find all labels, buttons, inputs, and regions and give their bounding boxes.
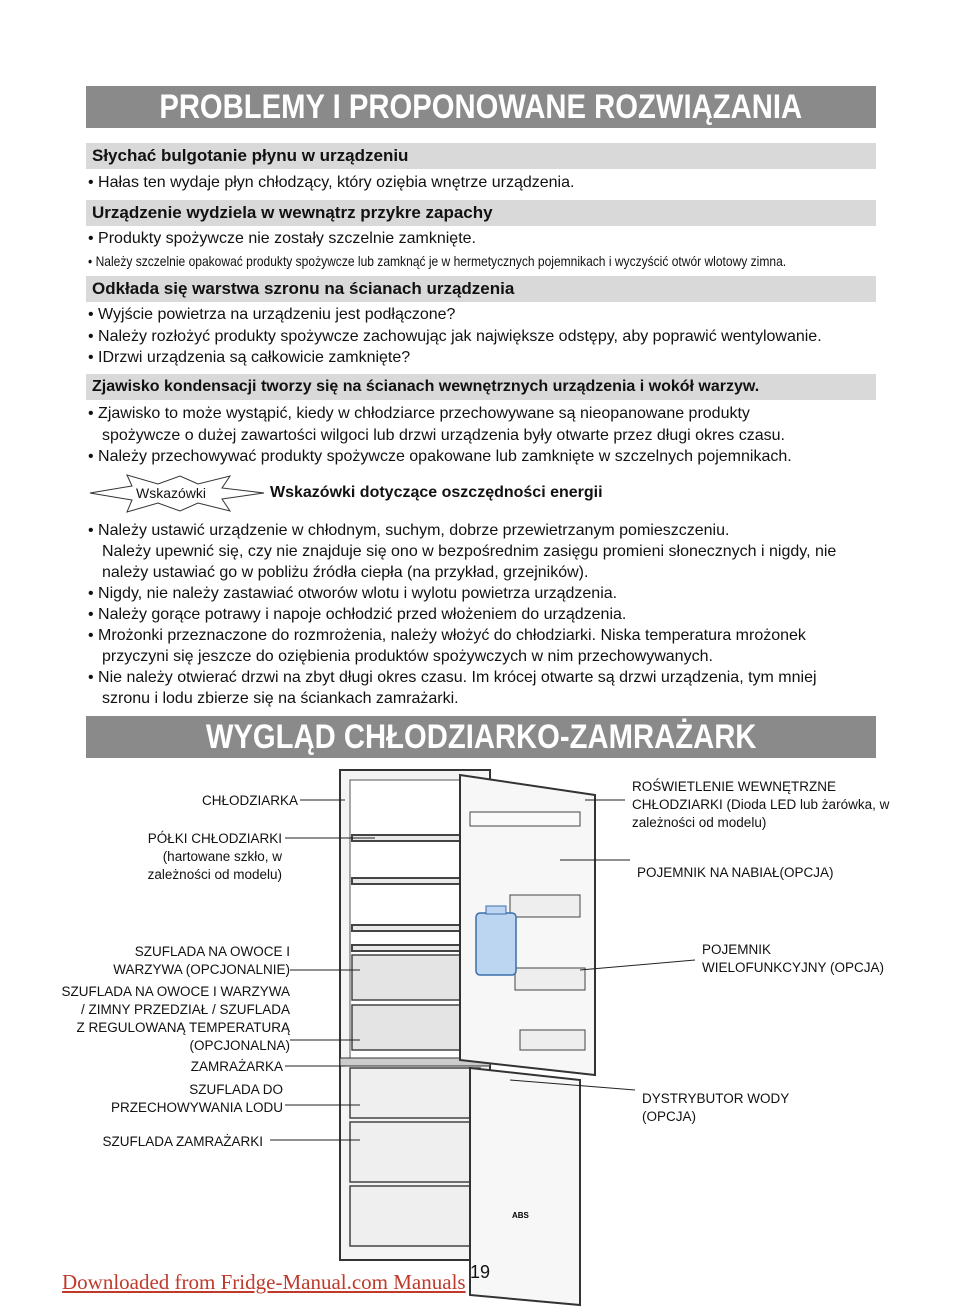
section-line: • Wyjście powietrza na urządzeniu jest podłączone? <box>88 306 455 324</box>
bottom-banner-title: WYGLĄD CHŁODZIARKO-ZAMRAŻARK <box>205 718 757 756</box>
label-light: CHŁODZIARKI (Dioda LED lub żarówka, w <box>632 797 890 812</box>
label-freezer-drawer: SZUFLADA ZAMRAŻARKI <box>102 1134 263 1149</box>
section-line: • Produkty spożywcze nie zostały szczelnie zamknięte. <box>88 230 476 248</box>
tip-line: • Należy ustawić urządzenie w chłodnym, suchym, dobrze przewietrzanym pomieszczeniu. <box>88 522 729 540</box>
section-line: • Należy szczelnie opakować produkty spożywcze lub zamknąć je w hermetycznych pojemnikach i wyczyścić otwór wlotowy zimna. <box>88 253 786 269</box>
label-shelves: zależności od modelu) <box>147 867 282 882</box>
label-ice-drawer: PRZECHOWYWANIA LODU <box>110 1100 283 1115</box>
tip-line: • Nigdy, nie należy zastawiać otworów wlotu i wylotu powietrza urządzenia. <box>88 585 617 603</box>
label-shelves: PÓŁKI CHŁODZIARKI <box>147 831 282 846</box>
label-fresh-zone: Z REGULOWANĄ TEMPERATURĄ <box>76 1020 290 1035</box>
tips-badge-label: Wskazówki <box>136 485 207 501</box>
section-heading-gurgling: Słychać bulgotanie płynu w urządzeniu <box>86 143 876 169</box>
label-shelves: (hartowane szkło, w <box>162 849 282 864</box>
download-link[interactable]: Downloaded from Fridge-Manual.com Manuals <box>62 1270 466 1294</box>
tips-title: Wskazówki dotyczące oszczędności energii <box>270 484 603 501</box>
section-line: • Zjawisko to może wystąpić, kiedy w chłodziarce przechowywane są nieopanowane produkty <box>88 405 750 423</box>
label-light: zależności od modelu) <box>632 815 767 830</box>
section-line: • Należy rozłożyć produkty spożywcze zachowując jak największe odstępy, aby poprawić wentylowanie. <box>88 328 822 346</box>
label-water-dispenser: (OPCJA) <box>642 1109 696 1124</box>
label-multipurpose: POJEMNIK <box>702 942 772 957</box>
label-dairy: POJEMNIK NA NABIAŁ(OPCJA) <box>637 865 834 880</box>
label-multipurpose: WIELOFUNKCYJNY (OPCJA) <box>702 960 885 975</box>
tip-line: szronu i lodu zbierze się na ściankach zamrażarki. <box>102 690 459 707</box>
section-line: • IDrzwi urządzenia są całkowicie zamknięte? <box>88 349 410 367</box>
section-line: • Należy przechowywać produkty spożywcze opakowane lub zamknięte w szczelnych pojemnikach. <box>88 448 792 466</box>
page-number: 19 <box>470 1262 491 1282</box>
tip-line: przyczyni się jeszcze do oziębienia produktów spożywczych w nim przechowywanych. <box>102 648 713 665</box>
label-fresh-zone: SZUFLADA NA OWOCE I WARZYWA <box>61 984 290 999</box>
section-heading-condensation: Zjawisko kondensacji tworzy się na ścianach wewnętrznych urządzenia i wokół warzyw. <box>86 374 876 400</box>
label-ice-drawer: SZUFLADA DO <box>189 1082 283 1097</box>
tip-line: należy ustawiać go w pobliżu źródła ciepła (na przykład, grzejników). <box>102 564 589 581</box>
label-light: ROŚWIETLENIE WEWNĘTRZNE <box>632 779 837 794</box>
label-fresh-zone: / ZIMNY PRZEDZIAŁ / SZUFLADA <box>80 1002 290 1017</box>
tip-line: • Należy gorące potrawy i napoje ochłodzić przed włożeniem do urządzenia. <box>88 606 626 624</box>
section-line: spożywcze o dużej zawartości wilgoci lub drzwi urządzenia były otwarte przez długi okres czasu. <box>102 427 785 444</box>
section-line: • Hałas ten wydaje płyn chłodzący, który oziębia wnętrze urządzenia. <box>88 174 574 192</box>
label-fresh-zone: (OPCJONALNA) <box>189 1038 290 1053</box>
top-banner-title: PROBLEMY I PROPONOWANE ROZWIĄZANIA <box>159 88 803 126</box>
label-crisper: WARZYWA (OPCJONALNIE) <box>113 962 290 977</box>
tip-line: Należy upewnić się, czy nie znajduje się ono w bezpośrednim zasięgu promieni słonecznych i nigdy, nie <box>102 543 837 560</box>
section-heading-odor: Urządzenie wydziela w wewnątrz przykre zapachy <box>86 200 876 226</box>
label-water-dispenser: DYSTRYBUTOR WODY <box>642 1091 790 1106</box>
abs-mark: ABS <box>512 1211 529 1220</box>
section-heading-frost: Odkłada się warstwa szronu na ścianach urządzenia <box>86 276 876 302</box>
tip-line: • Mrożonki przeznaczone do rozmrożenia, należy włożyć do chłodziarki. Niska temperatura mrożonek <box>88 627 806 645</box>
label-crisper: SZUFLADA NA OWOCE I <box>134 944 290 959</box>
label-refrigerator: CHŁODZIARKA <box>201 793 298 808</box>
tip-line: • Nie należy otwierać drzwi na zbyt długi okres czasu. Im krócej otwarte są drzwi urządzenia, tym mniej <box>88 669 817 687</box>
label-freezer: ZAMRAŻARKA <box>190 1059 283 1074</box>
